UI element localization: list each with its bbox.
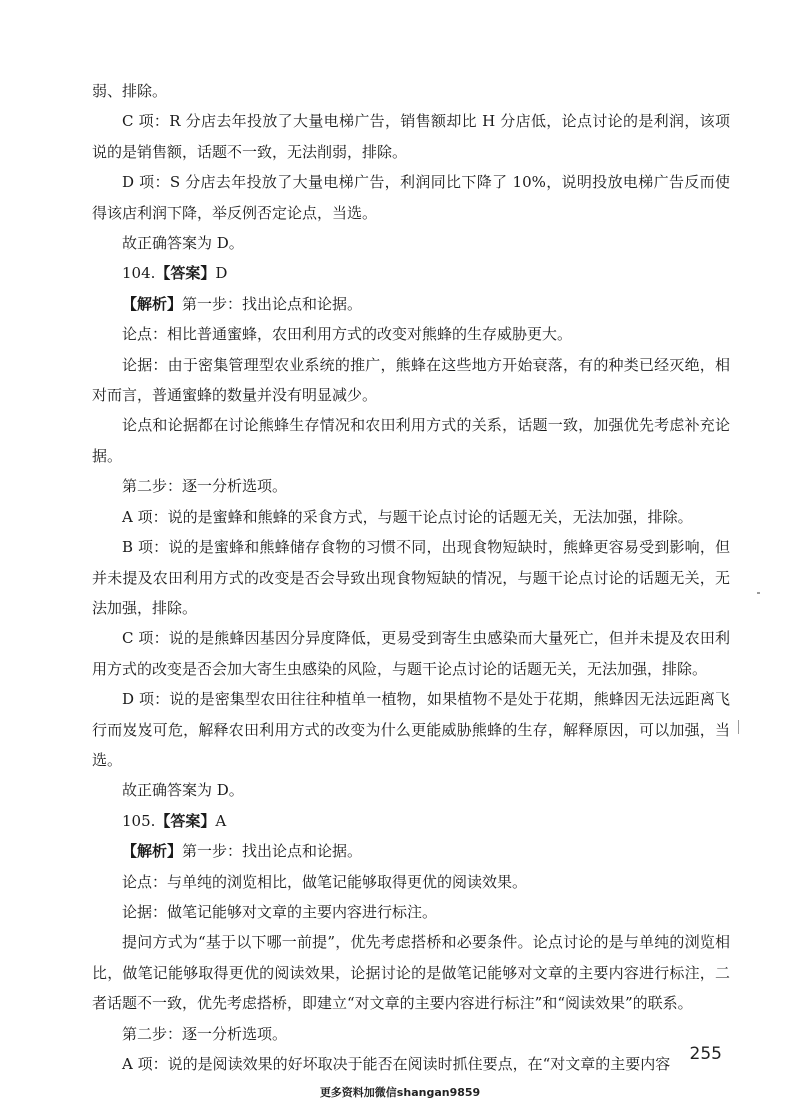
paragraph: 论据：做笔记能够对文章的主要内容进行标注。 — [122, 902, 438, 921]
paragraph: C 项：R 分店去年投放了大量电梯广告，销售额却比 H 分店低，论点讨论的是利润，该项说的是销售额，话题不一致，无法削弱，排除。 — [92, 112, 730, 161]
footer-note: 更多资料加微信shangan9859 — [319, 1086, 481, 1099]
paragraph: C 项：说的是熊蜂因基因分异度降低，更易受到寄生虫感染而大量死亡，但并未提及农田利用方式的改变是否会加大寄生虫感染的风险，与题干论点讨论的话题无关，无法加强，排除。 — [92, 629, 730, 678]
paragraph: B 项：说的是蜜蜂和熊蜂储存食物的习惯不同，出现食物短缺时，熊蜂更容易受到影响，但并未提及农田利用方式的改变是否会导致出现食物短缺的情况，与题干论点讨论的话题无关，无法加强，排除。 — [92, 538, 730, 617]
paragraph: 第二步：逐一分析选项。 — [122, 477, 288, 496]
paragraph: 故正确答案为 D。 — [122, 781, 244, 800]
paragraph: D 项：S 分店去年投放了大量电梯广告，利润同比下降了 10%，说明投放电梯广告反而使得该店利润下降，举反例否定论点，当选。 — [92, 173, 730, 222]
paragraph: 论点和论据都在讨论熊蜂生存情况和农田利用方式的关系，话题一致，加强优先考虑补充论据。 — [92, 416, 730, 465]
paragraph: 论点：相比普通蜜蜂，农田利用方式的改变对熊蜂的生存威胁更大。 — [122, 325, 573, 344]
paragraph: 提问方式为“基于以下哪一前提”，优先考虑搭桥和必要条件。论点讨论的是与单纯的浏览相比，做笔记能够取得更优的阅读效果，论据讨论的是做笔记能够对文章的主要内容进行标注，二者话题不一致，优先考虑搭桥，即建立“对文章的主要内容进行标注”和“阅读效果”的联系。 — [92, 933, 730, 1013]
paragraph: A 项：说的是阅读效果的好坏取决于能否在阅读时抓住要点，在“对文章的主要内容 — [122, 1055, 671, 1073]
scan-mark — [738, 720, 739, 734]
paragraph: 论点：与单纯的浏览相比，做笔记能够取得更优的阅读效果。 — [122, 872, 528, 891]
paragraph: D 项：说的是密集型农田往往种植单一植物，如果植物不是处于花期，熊蜂因无法远距离飞行而岌岌可危，解释农田利用方式的改变为什么更能威胁熊蜂的生存，解释原因，可以加强，当选。 — [92, 690, 730, 769]
body-text — [92, 76, 730, 1079]
page-number: 255 — [689, 1044, 722, 1064]
paragraph: A 项：说的是蜜蜂和熊蜂的采食方式，与题干论点讨论的话题无关，无法加强，排除。 — [122, 507, 693, 526]
paragraph: 故正确答案为 D。 — [122, 234, 244, 253]
paragraph: 第二步：逐一分析选项。 — [122, 1024, 288, 1043]
scan-mark — [757, 592, 760, 594]
paragraph: 论据：由于密集管理型农业系统的推广，熊蜂在这些地方开始衰落，有的种类已经灭绝，相对而言，普通蜜蜂的数量并没有明显减少。 — [92, 355, 730, 405]
analysis-line: 【解析】第一步：找出论点和论据。 — [122, 294, 363, 313]
answer-line: 105.【答案】A — [122, 811, 227, 830]
analysis-line: 【解析】第一步：找出论点和论据。 — [122, 842, 363, 861]
paragraph: 弱、排除。 — [92, 82, 168, 100]
answer-line: 104.【答案】D — [122, 264, 228, 283]
